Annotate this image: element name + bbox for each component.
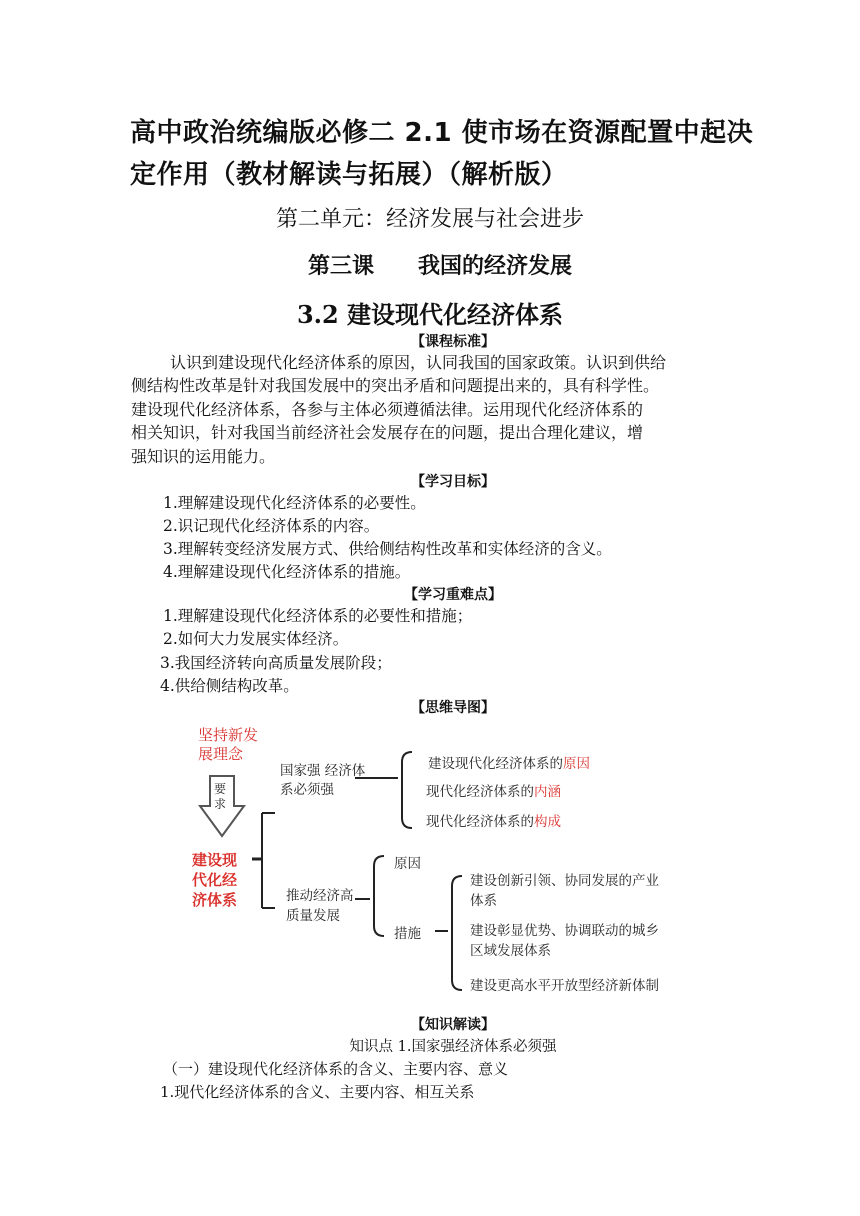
- knowledge-label: 【知识解读】: [411, 1017, 495, 1033]
- document-title-line2: 定作用（教材解读与拓展）（解析版）: [130, 160, 568, 190]
- subheading-1: （一）建设现代化经济体系的含义、主要内容、意义: [163, 1060, 509, 1078]
- mind-map-label: 【思维导图】: [411, 700, 495, 716]
- top-left-node: 坚持新发 展理念: [198, 726, 259, 763]
- mind-map: [180, 718, 710, 1004]
- goals-label: 【学习目标】: [411, 474, 495, 490]
- center-node: 建设现 代化经 济体系: [192, 851, 238, 909]
- branch1-item: 建设现代化经济体系的原因: [428, 756, 590, 772]
- subheading-2: 1.现代化经济体系的含义、主要内容、相互关系: [160, 1083, 475, 1101]
- goal-item: 4.理解建设现代化经济体系的措施。: [163, 563, 411, 581]
- key-points-label: 【学习重难点】: [404, 587, 502, 603]
- section-heading: 3.2 建设现代化经济体系: [296, 300, 564, 329]
- curriculum-line-1: 认识到建设现代化经济体系的原因，认同我国的国家政策。认识到供给: [170, 353, 667, 372]
- branch1-item: 现代化经济体系的内涵: [426, 784, 561, 800]
- lesson-name: 我国的经济发展: [418, 254, 573, 279]
- branch1-node: 国家强 经济体 系必须强: [280, 763, 366, 798]
- goal-item: 1.理解建设现代化经济体系的必要性。: [163, 494, 426, 512]
- key-point-item: 2.如何大力发展实体经济。: [163, 630, 349, 648]
- key-point-item: 1.理解建设现代化经济体系的必要性和措施；: [163, 607, 473, 625]
- goal-item: 3.理解转变经济发展方式、供给侧结构性改革和实体经济的含义。: [163, 540, 612, 558]
- knowledge-point-title: 知识点 1.国家强经济体系必须强: [349, 1039, 557, 1055]
- branch2-item-reason: 原因: [394, 856, 421, 872]
- curriculum-label: 【课程标准】: [411, 334, 495, 350]
- unit-heading: 第二单元：经济发展与社会进步: [275, 207, 584, 232]
- measure-item: 建设更高水平开放型经济新体制: [470, 978, 659, 994]
- key-point-item: 3.我国经济转向高质量发展阶段；: [160, 654, 392, 672]
- curriculum-line-2: 侧结构性改革是针对我国发展中的突出矛盾和问题提出来的，具有科学性。: [131, 376, 660, 395]
- measure-item: 建设彰显优势、协调联动的城乡 区域发展体系: [470, 923, 659, 959]
- curriculum-line-4: 相关知识，针对我国当前经济社会发展存在的问题，提出合理化建议，增: [131, 423, 644, 442]
- branch2-item-measures: 措施: [394, 926, 421, 942]
- branch2-node: 推动经济高 质量发展: [286, 888, 354, 924]
- goal-item: 2.识记现代化经济体系的内容。: [163, 517, 380, 535]
- document-title-line1: 高中政治统编版必修二 2.1 使市场在资源配置中起决: [130, 118, 754, 148]
- curriculum-line-3: 建设现代化经济体系，各参与主体必须遵循法律。运用现代化经济体系的: [131, 400, 644, 419]
- measure-item: 建设创新引领、协同发展的产业 体系: [470, 873, 659, 909]
- lesson-heading: [308, 249, 572, 280]
- curriculum-line-5: 强知识的运用能力。: [131, 447, 276, 466]
- arrow-label: 要 求: [214, 782, 227, 811]
- key-point-item: 4.供给侧结构改革。: [160, 677, 299, 695]
- branch1-item: 现代化经济体系的构成: [426, 814, 561, 830]
- lesson-number: 第三课: [308, 254, 375, 279]
